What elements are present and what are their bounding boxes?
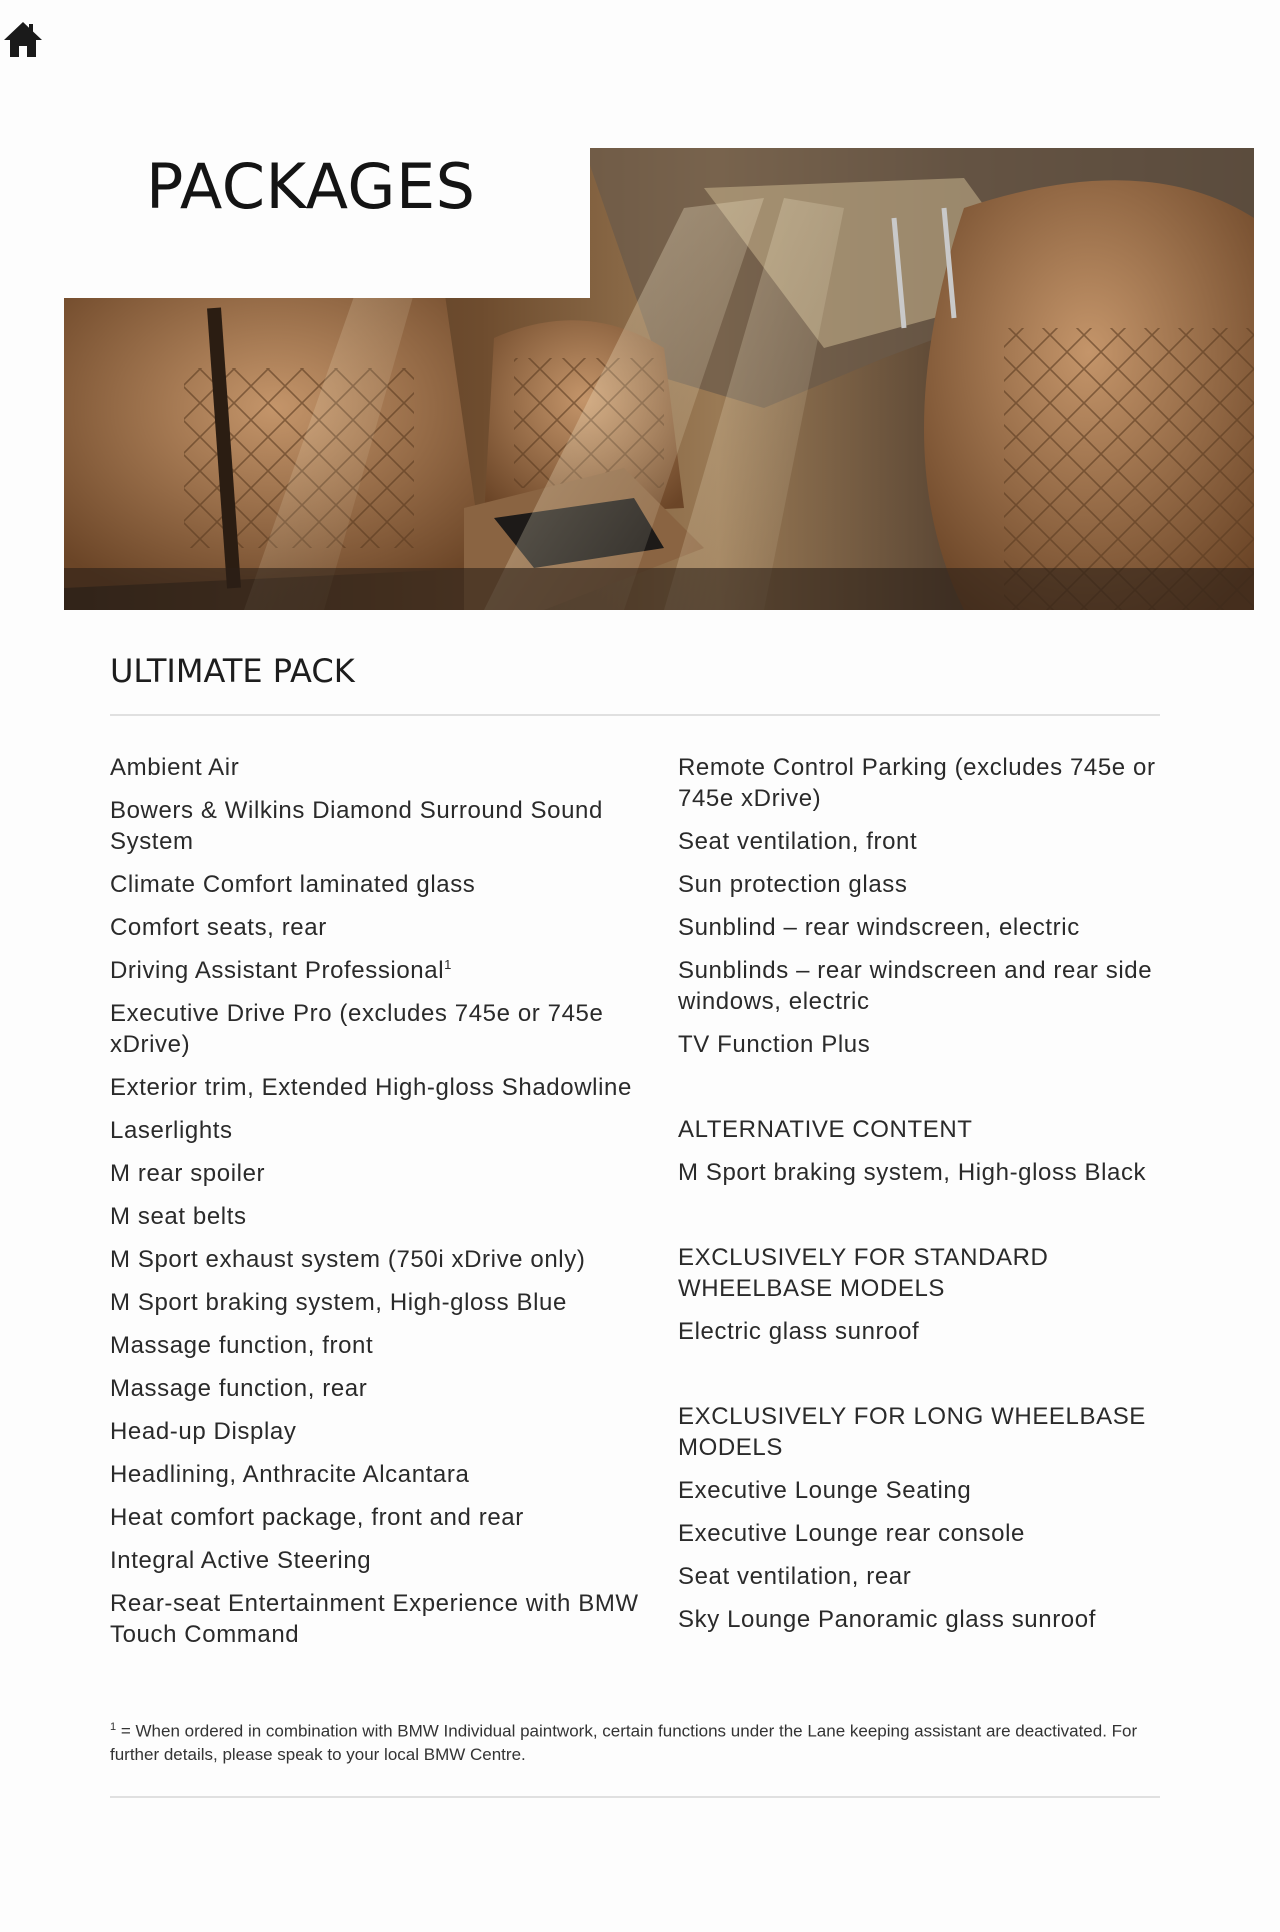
list-item <box>678 955 1190 1017</box>
list-item-label: Integral Active Steering <box>110 1547 372 1574</box>
left-feature-list <box>110 752 670 1662</box>
list-item-label: Massage function, rear <box>110 1375 368 1402</box>
list-item <box>110 912 670 943</box>
page-title: PACKAGES <box>146 150 476 223</box>
list-item-label: Bowers & Wilkins Diamond Surround Sound System <box>110 797 603 855</box>
footer-divider <box>110 1796 1160 1798</box>
list-item-label: Remote Control Parking (excludes 745e or 745e xDrive) <box>678 754 1156 812</box>
list-item-label: M seat belts <box>110 1203 247 1230</box>
home-button[interactable] <box>0 18 46 64</box>
list-item: M Sport braking system, High-gloss Black <box>678 1159 1147 1186</box>
list-item-label: TV Function Plus <box>678 1031 871 1058</box>
list-item <box>110 1115 670 1146</box>
list-item <box>110 955 670 986</box>
list-item <box>678 1029 1190 1060</box>
alternative-content-heading: ALTERNATIVE CONTENT <box>678 1116 973 1143</box>
list-item <box>110 1201 670 1232</box>
list-item: Executive Lounge rear console <box>678 1520 1025 1547</box>
list-item <box>110 1373 670 1404</box>
list-item <box>110 1545 670 1576</box>
list-item-label: Headlining, Anthracite Alcantara <box>110 1461 470 1488</box>
list-item <box>110 869 670 900</box>
list-item: Executive Lounge Seating <box>678 1477 972 1504</box>
section-divider <box>110 714 1160 716</box>
list-item-label: Head-up Display <box>110 1418 297 1445</box>
list-item-label: M Sport exhaust system (750i xDrive only) <box>110 1246 586 1273</box>
list-item <box>110 998 670 1060</box>
list-item <box>110 1287 670 1318</box>
list-item <box>678 752 1190 814</box>
list-item-label: Sunblinds – rear windscreen and rear side windows, electric <box>678 957 1153 1015</box>
list-item-label: Climate Comfort laminated glass <box>110 871 476 898</box>
list-item-label: Comfort seats, rear <box>110 914 327 941</box>
list-item <box>678 826 1190 857</box>
list-item <box>678 912 1190 943</box>
list-item <box>110 1158 670 1189</box>
home-icon <box>2 19 44 64</box>
list-item-label: Sunblind – rear windscreen, electric <box>678 914 1080 941</box>
list-item <box>110 1072 670 1103</box>
right-feature-list <box>678 752 1190 1647</box>
list-item-label: Rear-seat Entertainment Experience with BMW Touch Command <box>110 1590 639 1648</box>
list-item-label: Laserlights <box>110 1117 233 1144</box>
list-item <box>110 1416 670 1447</box>
list-item-label: Ambient Air <box>110 754 240 781</box>
list-item <box>110 1502 670 1533</box>
list-item: Seat ventilation, rear <box>678 1563 912 1590</box>
list-item-label: Massage function, front <box>110 1332 374 1359</box>
list-item <box>110 1459 670 1490</box>
list-item <box>110 795 670 857</box>
list-item <box>678 869 1190 900</box>
long-wheelbase-heading: EXCLUSIVELY FOR LONG WHEELBASE MODELS <box>678 1403 1146 1461</box>
list-item-label: Heat comfort package, front and rear <box>110 1504 524 1531</box>
section-title: ULTIMATE PACK <box>110 652 355 690</box>
list-item-label: M Sport braking system, High-gloss Blue <box>110 1289 567 1316</box>
list-item <box>110 752 670 783</box>
list-item <box>110 1244 670 1275</box>
standard-wheelbase-heading: EXCLUSIVELY FOR STANDARD WHEELBASE MODELS <box>678 1244 1049 1302</box>
list-item-label: Sun protection glass <box>678 871 908 898</box>
list-item: Sky Lounge Panoramic glass sunroof <box>678 1606 1096 1633</box>
list-item-label: Seat ventilation, front <box>678 828 918 855</box>
list-item: Electric glass sunroof <box>678 1318 920 1345</box>
list-item-label: M rear spoiler <box>110 1160 266 1187</box>
list-item-label: Exterior trim, Extended High-gloss Shadowline <box>110 1074 632 1101</box>
list-item-label: Driving Assistant Professional <box>110 957 445 984</box>
footnote-text: = When ordered in combination with BMW Individual paintwork, certain functions under the Lane keeping assistant are deactivated. For further details, please speak to your local BMW Centre. <box>110 1721 1138 1764</box>
list-item-label: Executive Drive Pro (excludes 745e or 745e xDrive) <box>110 1000 604 1058</box>
list-item <box>110 1588 670 1650</box>
footnote <box>110 1716 1160 1766</box>
footnote-marker: 1 <box>110 1721 117 1733</box>
footnote-reference: 1 <box>444 957 452 972</box>
list-item <box>110 1330 670 1361</box>
